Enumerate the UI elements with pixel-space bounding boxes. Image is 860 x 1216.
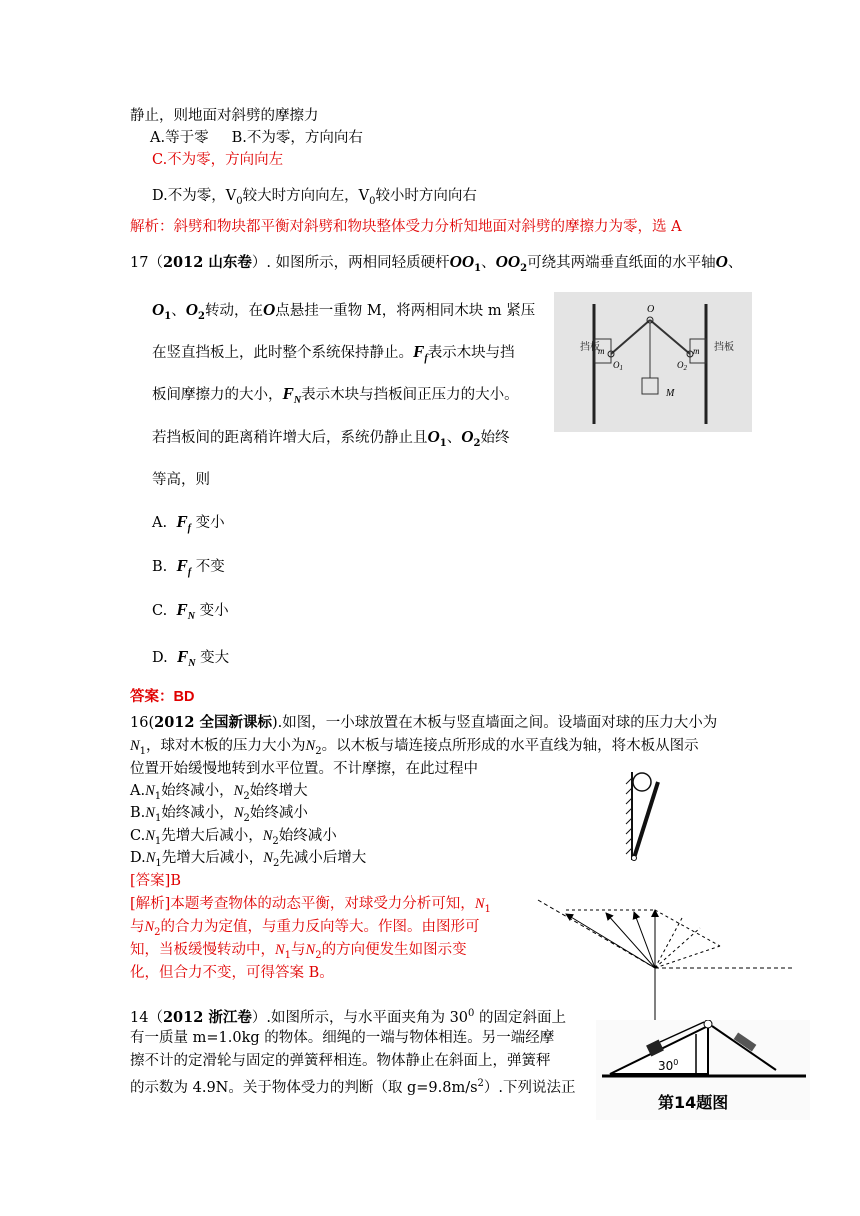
- q17-line6: 等高，则: [152, 472, 210, 488]
- dashed-vector-2: [655, 946, 720, 968]
- prev-option-d-sub: 0: [236, 195, 243, 207]
- q16-sub: 1: [155, 857, 162, 869]
- q16-line3: 位置开始缓慢地转到水平位置。不计摩擦，在此过程中: [130, 761, 478, 777]
- q17-sub: f: [187, 566, 192, 578]
- q14-source: 2012 浙江卷: [162, 1008, 252, 1026]
- option-text: 先减小后增大: [279, 850, 367, 866]
- option-text: 不变: [195, 559, 225, 575]
- q16-sub: 2: [272, 835, 279, 847]
- q16-option-d: [130, 848, 366, 874]
- prev-option-d: [152, 186, 477, 212]
- q16-symbol: N: [275, 942, 285, 958]
- option-text: 先增大后减小，: [161, 828, 263, 844]
- q17-option-d: [152, 647, 229, 674]
- q17-text: 若挡板间的距离稍许增大后，系统仍静止且: [152, 430, 428, 446]
- q17-text: 始终: [480, 430, 510, 446]
- analysis-text: 知，当板缓慢转动中，: [130, 942, 275, 958]
- q14-text: ）.下列说法正: [483, 1079, 576, 1096]
- q17-symbol: F: [282, 384, 294, 403]
- q16-analysis-line1: [130, 894, 491, 920]
- prev-analysis: 解析：斜劈和物块都平衡对斜劈和物块整体受力分析知地面对斜劈的摩擦力为零，选 A: [130, 219, 682, 235]
- dashed-side: [655, 910, 720, 946]
- q17-answer: 答案：BD: [130, 689, 195, 705]
- q16-symbol: N: [305, 738, 316, 754]
- q16-sub: 1: [154, 790, 162, 802]
- q14-text: ）.如图所示，与水平面夹角为 30: [251, 1009, 469, 1026]
- prev-option-d-part2: 较大时方向向左，V: [242, 188, 370, 204]
- q16-symbol: N: [233, 805, 244, 821]
- option-text: 变小: [195, 515, 225, 531]
- q16-sub: 2: [243, 790, 250, 802]
- q16-symbol: N: [305, 942, 316, 958]
- q17-sub: 2: [520, 262, 528, 274]
- q17-option-a: [152, 512, 225, 539]
- q16-symbol: N: [233, 783, 244, 799]
- q16-sub: 1: [484, 903, 491, 915]
- q17-sub: 1: [164, 310, 172, 322]
- q17-text: 、: [727, 255, 743, 271]
- q16-symbol: N: [145, 805, 155, 821]
- q14-figure: [596, 1020, 810, 1120]
- q16-symbol: N: [263, 850, 273, 866]
- q17-sub: 1: [439, 437, 447, 449]
- hinge: [632, 856, 637, 861]
- analysis-text: [解析]本题考查物体的动态平衡，对球受力分析可知，: [130, 896, 475, 912]
- q17-number: 17（: [130, 255, 163, 271]
- n2-vector-2: [634, 912, 655, 968]
- q16-sub: 2: [315, 949, 322, 961]
- label-o2: $O_2$: [677, 360, 687, 372]
- q17-symbol: O: [152, 300, 165, 319]
- option-letter: A.: [130, 783, 146, 799]
- analysis-text: 的方向便发生如图示变: [321, 942, 467, 958]
- q17-sub: 1: [474, 262, 482, 274]
- q16-symbol: N: [145, 850, 156, 866]
- q16-option-b: [130, 803, 308, 829]
- q16-line2: [130, 736, 699, 762]
- q17-sub: f: [424, 352, 428, 364]
- label-o1: $O_1$: [613, 360, 623, 372]
- prev-option-d-sub2: 0: [369, 195, 376, 207]
- q17-symbol: F: [413, 342, 425, 361]
- q17-text: 板间摩擦力的大小，: [152, 387, 283, 403]
- option-letter: C.: [130, 828, 146, 844]
- q16-text: ，球对木板的压力大小为: [146, 738, 306, 754]
- q16-analysis-line2: [130, 917, 480, 943]
- q17-sub: f: [187, 522, 191, 534]
- q16-text: 。以木板与墙连接点所形成的水平直线为轴，将木板从图示: [321, 738, 699, 754]
- q14-line3: 擦不计的定滑轮与固定的弹簧秤相连。物体静止在斜面上，弹簧秤: [130, 1053, 551, 1069]
- board: [634, 782, 658, 858]
- figure-caption: 第14题图: [658, 1093, 729, 1112]
- q17-text: 、: [446, 430, 462, 446]
- q16-sub: 1: [154, 835, 162, 847]
- q16-symbol: N: [130, 738, 140, 754]
- q17-text: 点悬挂一重物 M，将两相同木块 m 紧压: [275, 303, 536, 319]
- q17-sub: N: [187, 610, 195, 622]
- ball: [633, 773, 651, 791]
- q17-symbol: F: [176, 512, 188, 531]
- prev-option-a: A.等于零: [150, 130, 209, 146]
- q16-source: 2012 全国新课标: [154, 714, 273, 731]
- q16-symbol: N: [262, 828, 273, 844]
- q17-text: 表示木块与挡板间正压力的大小。: [301, 387, 519, 403]
- q17-text: 表示木块与挡: [427, 345, 515, 361]
- q16-number: 16(: [130, 715, 155, 731]
- q16-symbol: N: [144, 919, 155, 935]
- analysis-text: 与: [130, 919, 145, 935]
- q17-line1: [130, 252, 742, 279]
- q16-sub: 2: [243, 812, 250, 824]
- q17-symbol: F: [176, 556, 188, 575]
- q17-text: 、: [481, 255, 496, 271]
- q14-sup: 0: [468, 1008, 475, 1019]
- q16-text: ).如图，一小球放置在木板与竖直墙面之间。设墙面对球的压力大小为: [272, 715, 718, 731]
- q17-line2: [152, 300, 535, 327]
- q16-sub: 1: [284, 949, 292, 961]
- q17-symbol: O: [715, 252, 728, 271]
- q17-sub: N: [188, 657, 196, 669]
- q17-text: 、: [171, 303, 186, 319]
- analysis-text: 的合力为定值，与重力反向等大。作图。由图形可: [160, 919, 480, 935]
- q14-text: 的示数为 4.9N。关于物体受力的判断（取 g=9.8m/s: [130, 1079, 478, 1096]
- label-o: O: [647, 304, 655, 315]
- q17-line5: [152, 427, 510, 454]
- q14-line2: 有一质量 m=1.0kg 的物体。细绳的一端与物体相连。另一端经摩: [130, 1030, 555, 1046]
- q16-sub: 2: [154, 926, 161, 938]
- option-text: 始终减小: [249, 805, 308, 821]
- q17-symbol: F: [176, 647, 189, 666]
- q17-sub: 2: [198, 310, 205, 322]
- option-text: 始终减小，: [161, 805, 234, 821]
- label-m-left: m: [598, 346, 605, 356]
- q16-wall-figure: [618, 770, 668, 866]
- q16-analysis-line4: 化，但合力不变，可得答案 B。: [130, 965, 334, 981]
- q14-line4: [130, 1074, 576, 1098]
- q16-force-diagram: [530, 888, 800, 1038]
- q17-option-c: [152, 600, 229, 627]
- q17-symbol: OO: [495, 252, 521, 271]
- option-letter: D.: [152, 650, 168, 666]
- q17-symbol: O: [427, 427, 440, 446]
- q16-symbol: N: [145, 783, 155, 799]
- analysis-text: 与: [291, 942, 306, 958]
- prev-stem-tail: 静止，则地面对斜劈的摩擦力: [130, 108, 319, 124]
- q17-option-b: [152, 556, 225, 583]
- angle-label: $30^0$: [658, 1058, 679, 1073]
- option-letter: C.: [152, 603, 168, 619]
- prev-option-d-part3: 较小时方向向右: [375, 188, 477, 204]
- q16-sub: 1: [139, 745, 147, 757]
- label-baffle-left: 挡板: [580, 342, 600, 353]
- q17-text: ）. 如图所示，两相同轻质硬杆: [251, 255, 450, 271]
- prev-option-c: C.不为零，方向向左: [152, 152, 284, 168]
- option-text: 始终增大: [249, 783, 308, 799]
- q14-sup: 2: [477, 1078, 484, 1089]
- n2-vector: [606, 913, 655, 968]
- prev-options-ab: [150, 128, 363, 148]
- label-m-right: m: [693, 346, 700, 356]
- option-letter: B.: [130, 805, 146, 821]
- q17-symbol: OO: [449, 252, 475, 271]
- q17-text: 可绕其两端垂直纸面的水平轴: [527, 255, 716, 271]
- q17-sub: 2: [473, 437, 481, 449]
- q17-line4: [152, 384, 519, 411]
- q16-sub: 1: [154, 812, 162, 824]
- q16-analysis-line3: [130, 940, 467, 966]
- option-text: 变小: [199, 603, 229, 619]
- prev-option-b: B.不为零，方向向右: [231, 130, 363, 146]
- q17-line3: [152, 342, 515, 369]
- q14-text: 的固定斜面上: [474, 1009, 567, 1026]
- q17-symbol: O: [263, 300, 276, 319]
- prev-option-d-part1: D.不为零，V: [152, 188, 237, 204]
- q17-symbol: F: [176, 600, 188, 619]
- n1-vector: [566, 914, 655, 968]
- option-text: 始终减小，: [161, 783, 234, 799]
- option-letter: D.: [130, 850, 146, 866]
- q16-symbol: N: [145, 828, 155, 844]
- option-letter: A.: [152, 515, 168, 531]
- label-weight: M: [666, 388, 675, 399]
- option-text: 始终减小: [278, 828, 337, 844]
- q17-text: 转动，在: [205, 303, 263, 319]
- dashed-vector-1: [655, 928, 700, 968]
- q16-sub: 2: [272, 857, 280, 869]
- q17-symbol: O: [185, 300, 199, 319]
- q16-line1: [130, 713, 717, 733]
- q17-symbol: O: [461, 427, 474, 446]
- option-text: 变大: [200, 650, 230, 666]
- q16-answer: [答案]B: [130, 873, 181, 889]
- option-text: 先增大后减小，: [161, 850, 264, 866]
- pulley: [704, 1020, 712, 1028]
- q17-source: 2012 山东卷: [162, 254, 252, 271]
- q17-sub: N: [293, 394, 302, 406]
- q17-text: 在竖直挡板上，此时整个系统保持静止。: [152, 345, 413, 361]
- q14-line1: [130, 1004, 566, 1028]
- q17-figure: [554, 292, 752, 432]
- label-baffle-right: 挡板: [714, 342, 734, 353]
- q16-symbol: N: [474, 896, 485, 912]
- q14-number: 14（: [130, 1009, 163, 1026]
- option-letter: B.: [152, 559, 168, 575]
- q16-sub: 2: [315, 745, 322, 757]
